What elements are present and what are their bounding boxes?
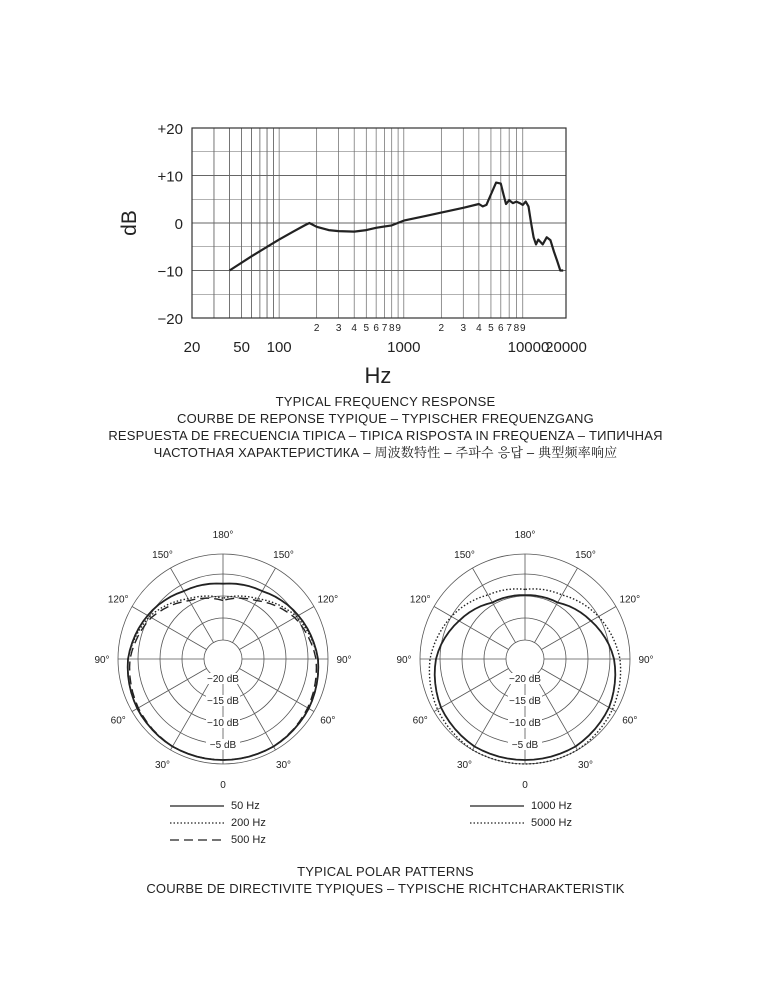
legend-label: 5000 Hz: [531, 816, 572, 829]
x-minor-tick-label: 7: [381, 323, 388, 334]
polar-spoke: [233, 568, 276, 642]
x-minor-tick-label: 9: [395, 323, 401, 334]
polar-angle-label: 120°: [619, 594, 641, 606]
polar-ring-label: −15 dB: [509, 696, 541, 707]
polar-angle-label: 150°: [152, 550, 173, 562]
legend-swatch: [470, 821, 524, 825]
x-minor-tick-label: 2: [438, 323, 445, 334]
y-axis-label: dB: [118, 210, 141, 236]
legend-swatch: [170, 838, 224, 842]
x-minor-tick-label: 6: [498, 323, 504, 334]
frequency-caption: [0, 393, 771, 461]
y-tick-label: 0: [174, 216, 183, 233]
polar-ring: [506, 640, 544, 678]
caption-line: TYPICAL POLAR PATTERNS: [297, 864, 474, 879]
polar-angle-label: 30°: [154, 759, 171, 771]
polar-angle-label: 30°: [456, 759, 473, 771]
polar-angle-label: 60°: [110, 715, 126, 727]
y-tick-label: +10: [157, 168, 183, 186]
y-tick-label: −20: [157, 311, 183, 328]
x-minor-tick-label: 3: [460, 323, 467, 334]
y-tick-label: +20: [157, 121, 183, 138]
x-minor-tick-label: 8: [513, 323, 520, 334]
polar-spoke: [473, 568, 516, 642]
y-tick-label: −10: [157, 263, 183, 281]
polar-angle-label: 30°: [577, 759, 594, 771]
polar-spoke: [434, 607, 508, 650]
polar-ring: [204, 640, 242, 678]
polar-spoke: [541, 669, 615, 712]
polar-angle-label: 0: [220, 780, 226, 791]
legend-item: [470, 814, 572, 831]
legend-label: 1000 Hz: [531, 799, 572, 812]
legend-item: [170, 797, 266, 814]
polar-spoke: [473, 675, 516, 749]
legend-left: [170, 797, 266, 848]
caption-line: TYPICAL FREQUENCY RESPONSE: [275, 394, 496, 409]
x-minor-tick-label: 5: [363, 323, 370, 334]
x-tick-label: 50: [233, 339, 250, 356]
caption-line: COURBE DE REPONSE TYPIQUE – TYPISCHER FREQUENZGANG: [177, 411, 594, 426]
x-minor-tick-label: 4: [476, 323, 482, 334]
x-tick-label: 20000: [545, 339, 587, 356]
x-minor-tick-label: 2: [313, 323, 320, 334]
caption-line: COURBE DE DIRECTIVITE TYPIQUES – TYPISCHE RICHTCHARAKTERISTIK: [146, 881, 625, 896]
polar-angle-label: 120°: [317, 594, 339, 606]
x-minor-tick-label: 4: [351, 323, 357, 334]
x-minor-tick-label: 7: [506, 323, 512, 334]
x-axis-label: Hz: [364, 363, 392, 388]
polar-ring-label: −20 dB: [509, 674, 541, 685]
x-tick-label: 100: [266, 339, 292, 356]
polar-spoke: [171, 675, 214, 749]
response-curve: [230, 183, 564, 271]
x-minor-tick-label: 5: [488, 323, 494, 334]
polar-angle-label: 90°: [638, 655, 654, 666]
polar-spoke: [541, 607, 615, 650]
polar-ring-label: −15 dB: [207, 696, 239, 707]
legend-swatch: [170, 804, 224, 808]
x-tick-label: 20: [183, 339, 201, 356]
polar-spoke: [434, 669, 508, 712]
polar-spoke: [239, 669, 313, 712]
legend-label: 50 Hz: [231, 799, 260, 812]
polar-angle-label: 90°: [336, 655, 352, 666]
polar-angle-label: 0: [522, 780, 528, 791]
polar-angle-label: 120°: [409, 594, 431, 606]
polar-angle-label: 30°: [275, 759, 292, 771]
x-minor-tick-label: 6: [373, 323, 379, 334]
legend-swatch: [170, 821, 224, 825]
polar-spoke: [132, 669, 206, 712]
legend-right: [470, 797, 572, 831]
polar-angle-label: 180°: [212, 530, 234, 541]
polar-ring-label: −10 dB: [509, 718, 541, 729]
polar-angle-label: 90°: [94, 655, 110, 666]
caption-line: RESPUESTA DE FRECUENCIA TIPICA – TIPICA RISPOSTA IN FREQUENZA – ТИПИЧНАЯ: [108, 428, 663, 443]
polar-spoke: [535, 675, 578, 749]
polar-ring-label: −5 dB: [511, 740, 539, 751]
polar-angle-label: 60°: [412, 715, 428, 727]
legend-label: 500 Hz: [231, 833, 266, 846]
polar-angle-label: 150°: [454, 550, 475, 562]
polar-angle-label: 150°: [273, 550, 294, 562]
polar-angle-label: 180°: [514, 530, 536, 541]
x-minor-tick-label: 8: [388, 323, 395, 334]
polar-caption: [0, 863, 771, 897]
x-tick-label: 1000: [387, 339, 421, 356]
x-tick-label: 10000: [507, 339, 550, 356]
legend-item: [470, 797, 572, 814]
polar-spoke: [233, 675, 276, 749]
legend-item: [170, 831, 266, 848]
x-minor-tick-label: 3: [335, 323, 342, 334]
polar-angle-label: 60°: [320, 715, 336, 727]
polar-ring-label: −20 dB: [207, 674, 239, 685]
polar-ring-label: −10 dB: [207, 718, 239, 729]
legend-item: [170, 814, 266, 831]
legend-swatch: [470, 804, 524, 808]
polar-angle-label: 90°: [396, 655, 412, 666]
polar-ring-label: −5 dB: [209, 740, 237, 751]
polar-angle-label: 120°: [107, 594, 129, 606]
polar-angle-label: 60°: [622, 715, 638, 727]
legend-label: 200 Hz: [231, 816, 266, 829]
polar-angle-label: 150°: [575, 550, 596, 562]
x-minor-tick-label: 9: [519, 323, 526, 334]
caption-line: ЧАСТОТНАЯ ХАРАКТЕРИСТИКА – 周波数特性 – 주파수 응답 – 典型频率响应: [153, 445, 618, 460]
polar-spoke: [171, 568, 214, 642]
polar-spoke: [535, 568, 578, 642]
